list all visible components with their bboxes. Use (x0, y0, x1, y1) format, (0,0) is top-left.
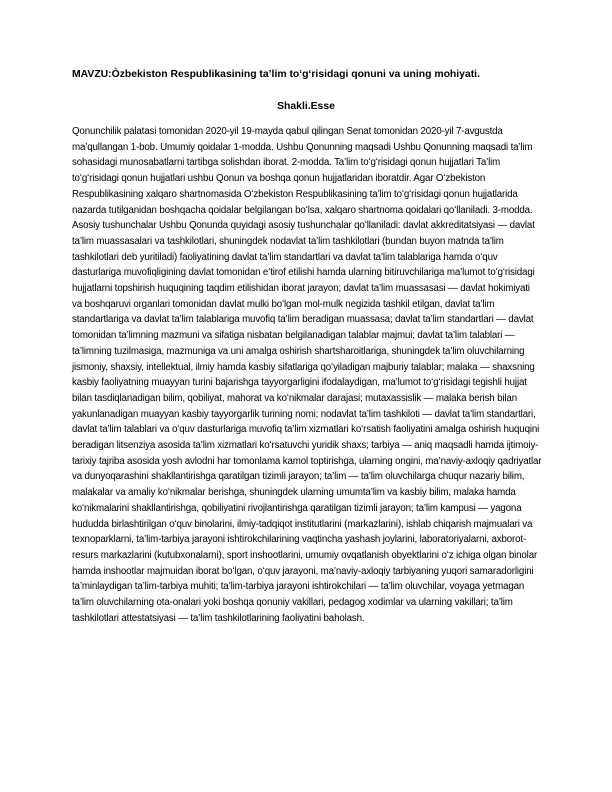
document-body: Qonunchilik palatasi tomonidan 2020-yil 19-mayda qabul qilingan Senat tomonidan 2020-yil 7-avgustda ma’qullangan 1-bob. Umumiy qoidalar 1-modda. Ushbu Qonunning maqsadi Ushbu Qonunning maqsadi ta’lim sohasidagi munosabatlarni tartibga solishdan iborat. 2-modda. Ta’lim toʻgʻrisidagi qonun hujjatlari Ta’lim toʻgʻrisidagi qonun hujjatlari ushbu Qonun va boshqa qonun hujjatlaridan iboratdir. Agar Oʻzbekiston Respublikasining xalqaro shartnomasida Oʻzbekiston Respublikasining ta’lim toʻgʻrisidagi qonun hujjatlarida nazarda tutilganidan boshqacha qoidalar belgilangan boʻlsa, xalqaro shartnoma qoidalari qoʻllaniladi. 3-modda. Asosiy tushunchalar Ushbu Qonunda quyidagi asosiy tushunchalar qoʻllaniladi: davlat akkreditatsiyasi — davlat ta’lim muassasalari va tashkilotlari, shuningdek nodavlat ta’lim tashkilotlari (bundan buyon matnda ta’lim tashkilotlari deb yuritiladi) faoliyatining davlat ta’lim standartlari va davlat ta’lim talablariga hamda oʻquv dasturlariga muvofiqligining davlat tomonidan e’tirof etilishi hamda ularning bitiruvchilariga ma’lumot toʻgʻrisidagi hujjatlarni topshirish huquqining taqdim etilishidan iborat jarayon; davlat ta’lim muassasasi — davlat hokimiyati va boshqaruvi organlari tomonidan davlat mulki boʻlgan mol-mulk negizida tashkil etilgan, davlat ta’lim standartlariga va davlat ta’lim talablariga muvofiq ta’lim beradigan muassasa; davlat ta’lim standartlari — davlat tomonidan ta’limning mazmuni va sifatiga nisbatan belgilanadigan talablar majmui; davlat ta’lim talablari — ta’limning tuzilmasiga, mazmuniga va uni amalga oshirish shartsharoitlariga, shuningdek ta’lim oluvchilarning jismoniy, shaxsiy, intellektual, ilmiy hamda kasbiy sifatlariga qoʻyiladigan majburiy talablar; malaka — shaxsning kasbiy faoliyatning muayyan turini bajarishga tayyorgarligini ifodalaydigan, ma’lumot toʻgʻrisidagi tegishli hujjat bilan tasdiqlanadigan bilim, qobiliyat, mahorat va koʻnikmalar darajasi; mutaxassislik — malaka berish bilan yakunlanadigan muayyan kasbiy tayyorgarlik turining nomi; nodavlat ta’lim tashkiloti — davlat ta’lim standartlari, davlat ta’lim talablari va oʻquv dasturlariga muvofiq ta’lim xizmatlari koʻrsatish faoliyatini amalga oshirish huquqini beradigan litsenziya asosida ta’lim xizmatlari koʻrsatuvchi yuridik shaxs; tarbiya — aniq maqsadli hamda ijtimoiy-tarixiy tajriba asosida yosh avlodni har tomonlama kamol toptirishga, ularning ongini, ma’naviy-axloqiy qadriyatlar va dunyoqarashini shakllantirishga qaratilgan tizimli jarayon; ta’lim — ta’lim oluvchilarga chuqur nazariy bilim, malakalar va amaliy koʻnikmalar berishga, shuningdek ularning umumta’lim va kasbiy bilim, malaka hamda koʻnikmalarini shakllantirishga, qobiliyatini rivojlantirishga qaratilgan tizimli jarayon; ta’lim kampusi — yagona hududda birlashtirilgan oʻquv binolarini, ilmiy-tadqiqot institutlarini (markazlarini), ishlab chiqarish majmualari va texnoparklarni, ta’lim-tarbiya jarayoni ishtirokchilarining vaqtincha yashash joylarini, laboratoriyalarni, axborot-resurs markazlarini (kutubxonalarni), sport inshootlarini, umumiy ovqatlanish obyektlarini oʻz ichiga olgan binolar hamda inshootlar majmuidan iborat boʻlgan, oʻquv jarayoni, ma’naviy-axloqiy tarbiyaning yuqori samaradorligini ta’minlaydigan ta’lim-tarbiya muhiti; ta’lim-tarbiya jarayoni ishtirokchilari — ta’lim oluvchilar, voyaga yetmagan ta’lim oluvchilarning ota-onalari yoki boshqa qonuniy vakillari, pedagog xodimlar va ularning vakillari; ta’lim tashkilotlari attestatsiyasi — ta’lim tashkilotlarining faoliyatini baholash. (72, 126, 542, 624)
document-title: MAVZU:Òzbekiston Respublikasining ta’lim toʻgʻrisidagi qonuni va uning mohiyati. (72, 69, 480, 80)
document-subtitle: Shakli.Esse (277, 101, 335, 112)
